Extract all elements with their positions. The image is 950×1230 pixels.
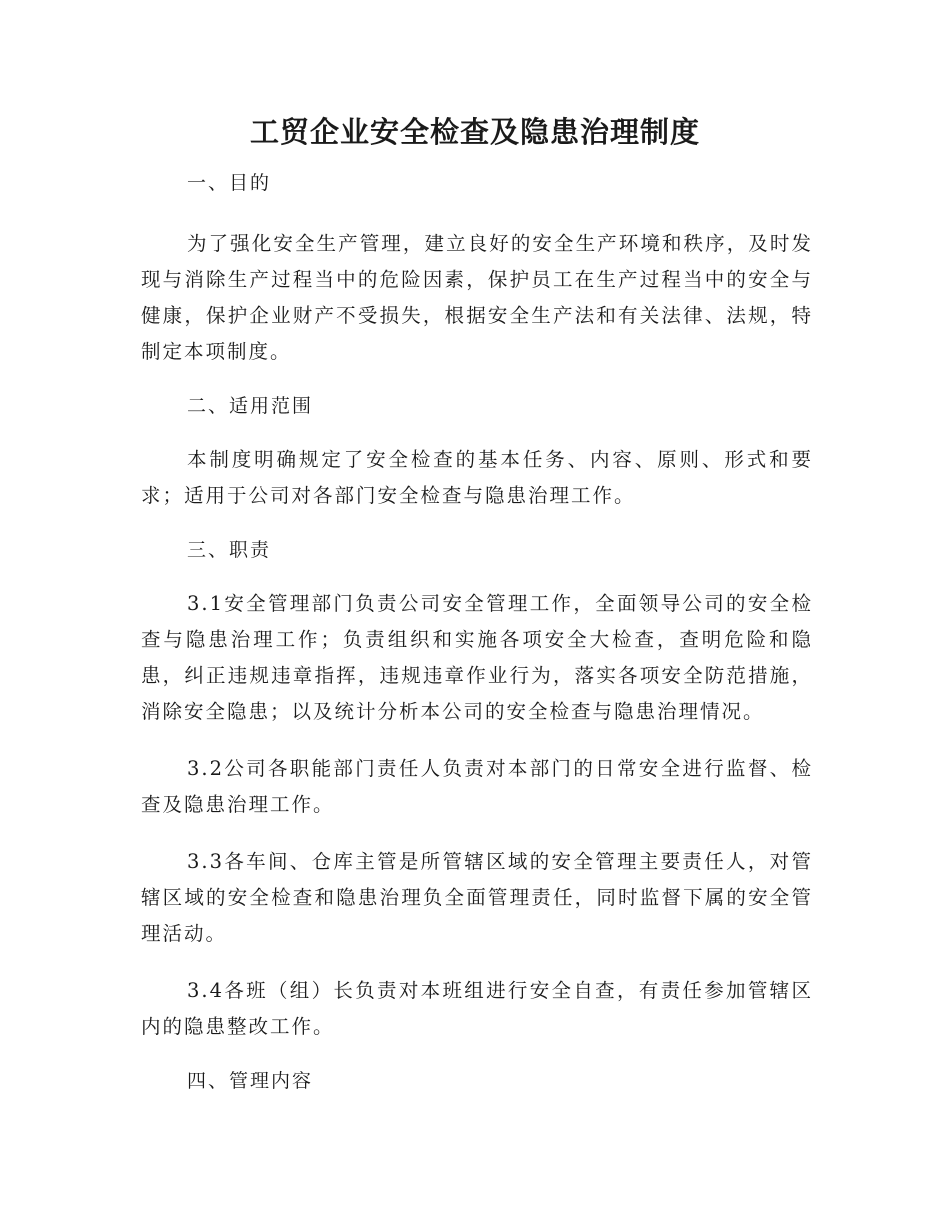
- paragraph-scope: 本制度明确规定了安全检查的基本任务、内容、原则、形式和要求；适用于公司对各部门安全检查与隐患治理工作。: [141, 448, 813, 507]
- paragraph-duty-3-4: 3.4各班（组）长负责对本班组进行安全自查，有责任参加管辖区内的隐患整改工作。: [141, 979, 813, 1038]
- document-body: [141, 168, 813, 1097]
- section-heading-purpose: 一、目的: [187, 172, 272, 194]
- document-title: 工贸企业安全检查及隐患治理制度: [249, 115, 700, 149]
- section-heading-management: 四、管理内容: [187, 1070, 314, 1092]
- paragraph-duty-3-1: 3.1安全管理部门负责公司安全管理工作，全面领导公司的安全检查与隐患治理工作；负责组织和实施各项安全大检查，查明危险和隐患，纠正违规违章指挥，违规违章作业行为，落实各项安全防范措施，消除安全隐患；以及统计分析本公司的安全检查与隐患治理情况。: [141, 592, 813, 723]
- section-heading-scope: 二、适用范围: [187, 395, 314, 417]
- paragraph-purpose: 为了强化安全生产管理，建立良好的安全生产环境和秩序，及时发现与消除生产过程当中的危险因素，保护员工在生产过程当中的安全与健康，保护企业财产不受损失，根据安全生产法和有关法律、法规，特制定本项制度。: [141, 232, 813, 363]
- paragraph-duty-3-2: 3.2公司各职能部门责任人负责对本部门的日常安全进行监督、检查及隐患治理工作。: [141, 757, 813, 816]
- section-heading-duties: 三、职责: [187, 539, 272, 561]
- paragraph-duty-3-3: 3.3各车间、仓库主管是所管辖区域的安全管理主要责任人，对管辖区域的安全检查和隐患治理负全面管理责任，同时监督下属的安全管理活动。: [141, 850, 813, 945]
